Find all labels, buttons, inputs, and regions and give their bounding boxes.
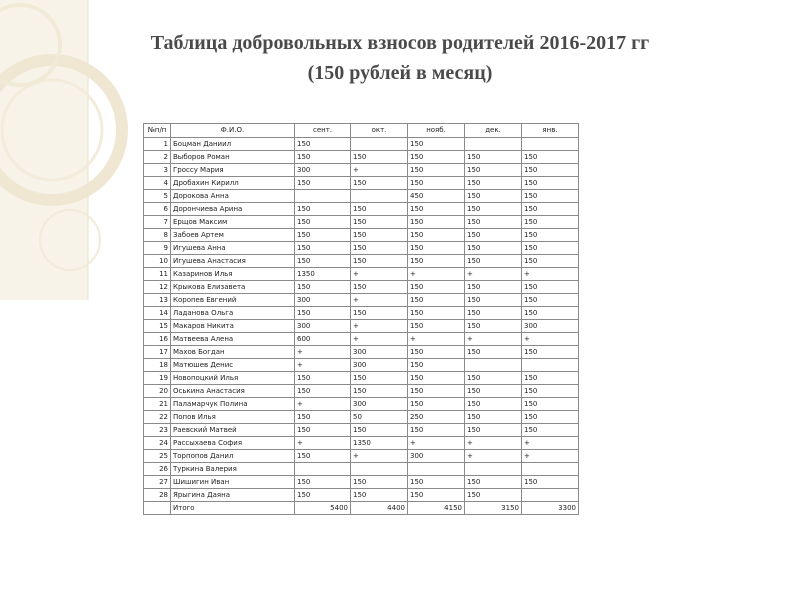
payment-cell: 150: [408, 359, 465, 372]
table-row: [144, 190, 579, 203]
student-name: Новопоцкий Илья: [171, 372, 295, 385]
payment-cell: [295, 463, 351, 476]
payment-cell: +: [351, 450, 408, 463]
table-row: [144, 268, 579, 281]
payment-cell: 150: [408, 242, 465, 255]
payment-cell: 150: [522, 203, 579, 216]
payment-cell: 150: [408, 203, 465, 216]
row-number: 14: [144, 307, 171, 320]
payment-cell: 1350: [351, 437, 408, 450]
payment-cell: 150: [522, 385, 579, 398]
student-name: Дорокова Анна: [171, 190, 295, 203]
payment-cell: 150: [408, 424, 465, 437]
payment-cell: 150: [522, 346, 579, 359]
table-row: [144, 346, 579, 359]
payment-cell: +: [408, 333, 465, 346]
payment-cell: +: [351, 294, 408, 307]
student-name: Паламарчук Полина: [171, 398, 295, 411]
row-number: 6: [144, 203, 171, 216]
table-row: [144, 242, 579, 255]
row-number: 11: [144, 268, 171, 281]
row-number: 17: [144, 346, 171, 359]
payment-cell: 150: [351, 476, 408, 489]
row-number: 1: [144, 138, 171, 151]
payment-cell: 300: [295, 294, 351, 307]
payment-cell: 150: [408, 281, 465, 294]
payment-cell: 150: [408, 346, 465, 359]
table-row: [144, 385, 579, 398]
payment-cell: +: [408, 268, 465, 281]
row-number: 27: [144, 476, 171, 489]
total-value: 4150: [408, 502, 465, 515]
payment-cell: +: [465, 268, 522, 281]
student-name: Ерщов Максим: [171, 216, 295, 229]
column-header: №п/п: [144, 124, 171, 138]
student-name: Боцман Даниил: [171, 138, 295, 151]
student-name: Казаринов Илья: [171, 268, 295, 281]
payment-cell: 150: [295, 216, 351, 229]
payment-cell: 150: [351, 229, 408, 242]
payment-cell: 300: [351, 398, 408, 411]
payment-cell: 150: [465, 177, 522, 190]
payment-cell: 150: [465, 164, 522, 177]
payment-cell: 150: [295, 138, 351, 151]
table-row: [144, 372, 579, 385]
table-row: [144, 255, 579, 268]
student-name: Крыкова Елизавета: [171, 281, 295, 294]
student-name: Туркина Валерия: [171, 463, 295, 476]
payment-cell: 150: [465, 385, 522, 398]
payment-cell: 150: [408, 398, 465, 411]
payment-cell: +: [522, 437, 579, 450]
row-number: 13: [144, 294, 171, 307]
payment-cell: 150: [522, 411, 579, 424]
student-name: Выборов Роман: [171, 151, 295, 164]
table-row: [144, 138, 579, 151]
table-row: [144, 320, 579, 333]
student-name: Попов Илья: [171, 411, 295, 424]
payment-cell: 150: [351, 281, 408, 294]
student-name: Рассыхаева София: [171, 437, 295, 450]
payment-cell: 150: [522, 242, 579, 255]
column-header: дек.: [465, 124, 522, 138]
payment-cell: 150: [465, 489, 522, 502]
payment-cell: 150: [295, 424, 351, 437]
payment-cell: 150: [295, 372, 351, 385]
payment-cell: 150: [295, 450, 351, 463]
student-name: Гроссу Мария: [171, 164, 295, 177]
table-row: [144, 281, 579, 294]
payment-cell: +: [295, 359, 351, 372]
payment-cell: 150: [465, 372, 522, 385]
payment-cell: 150: [351, 255, 408, 268]
payment-cell: [295, 190, 351, 203]
row-number: 2: [144, 151, 171, 164]
student-name: Дорончиева Арина: [171, 203, 295, 216]
column-header: сент.: [295, 124, 351, 138]
total-value: 3300: [522, 502, 579, 515]
table-row: [144, 164, 579, 177]
payment-cell: 150: [295, 203, 351, 216]
payment-cell: 150: [351, 216, 408, 229]
table-row: [144, 424, 579, 437]
payment-cell: +: [295, 437, 351, 450]
row-number: 3: [144, 164, 171, 177]
page-title: [100, 28, 700, 88]
payment-cell: [465, 359, 522, 372]
row-number: 21: [144, 398, 171, 411]
payment-cell: 150: [465, 294, 522, 307]
payment-cell: +: [351, 268, 408, 281]
payment-cell: +: [295, 346, 351, 359]
payment-cell: 150: [522, 216, 579, 229]
table-row: [144, 229, 579, 242]
contributions-table: [143, 123, 579, 515]
payment-cell: 150: [465, 307, 522, 320]
payment-cell: 150: [408, 294, 465, 307]
payment-cell: +: [408, 437, 465, 450]
table-row: [144, 489, 579, 502]
payment-cell: 150: [295, 385, 351, 398]
payment-cell: 150: [465, 151, 522, 164]
table-row: [144, 463, 579, 476]
payment-cell: +: [351, 320, 408, 333]
payment-cell: 150: [465, 476, 522, 489]
payment-cell: 150: [465, 398, 522, 411]
payment-cell: +: [351, 164, 408, 177]
total-value: 3150: [465, 502, 522, 515]
payment-cell: 450: [408, 190, 465, 203]
payment-cell: [351, 190, 408, 203]
student-name: Игушева Анастасия: [171, 255, 295, 268]
payment-cell: 150: [522, 307, 579, 320]
payment-cell: 150: [465, 281, 522, 294]
student-name: Коропев Евгений: [171, 294, 295, 307]
student-name: Макаров Никита: [171, 320, 295, 333]
payment-cell: 150: [408, 177, 465, 190]
payment-cell: 150: [522, 177, 579, 190]
row-number: 15: [144, 320, 171, 333]
payment-cell: +: [522, 450, 579, 463]
payment-cell: 300: [295, 164, 351, 177]
payment-cell: 150: [465, 203, 522, 216]
payment-cell: 600: [295, 333, 351, 346]
payment-cell: 150: [408, 255, 465, 268]
row-number: 20: [144, 385, 171, 398]
title-line-2: (150 рублей в месяц): [307, 62, 493, 84]
payment-cell: 300: [295, 320, 351, 333]
payment-cell: 150: [522, 294, 579, 307]
payment-cell: 150: [295, 151, 351, 164]
row-number: 24: [144, 437, 171, 450]
student-name: Шишигин Иван: [171, 476, 295, 489]
payment-cell: 150: [351, 424, 408, 437]
table-row: [144, 151, 579, 164]
payment-cell: 150: [522, 281, 579, 294]
payment-cell: 150: [351, 151, 408, 164]
payment-cell: 150: [408, 489, 465, 502]
row-number: 18: [144, 359, 171, 372]
payment-cell: [465, 463, 522, 476]
payment-cell: 150: [408, 385, 465, 398]
payment-cell: 150: [351, 489, 408, 502]
payment-cell: +: [295, 398, 351, 411]
payment-cell: [408, 463, 465, 476]
row-number: 9: [144, 242, 171, 255]
table-row: [144, 411, 579, 424]
row-number: 5: [144, 190, 171, 203]
table-cell: [144, 502, 171, 515]
payment-cell: +: [465, 450, 522, 463]
payment-cell: 150: [522, 476, 579, 489]
payment-cell: 150: [522, 151, 579, 164]
total-value: 5400: [295, 502, 351, 515]
payment-cell: 150: [351, 242, 408, 255]
column-header: янв.: [522, 124, 579, 138]
payment-cell: 150: [465, 411, 522, 424]
table-row: [144, 398, 579, 411]
table-header-row: [144, 124, 579, 138]
payment-cell: 300: [351, 359, 408, 372]
payment-cell: 150: [295, 255, 351, 268]
payment-cell: 1350: [295, 268, 351, 281]
payment-cell: 150: [351, 203, 408, 216]
payment-cell: 150: [295, 242, 351, 255]
row-number: 10: [144, 255, 171, 268]
payment-cell: [465, 138, 522, 151]
payment-cell: 150: [465, 320, 522, 333]
payment-cell: 50: [351, 411, 408, 424]
row-number: 16: [144, 333, 171, 346]
payment-cell: 150: [465, 242, 522, 255]
title-line-1: Таблица добровольных взносов родителей 2016-2017 гг: [150, 32, 650, 54]
payment-cell: 150: [408, 216, 465, 229]
payment-cell: 150: [465, 216, 522, 229]
payment-cell: 150: [351, 372, 408, 385]
payment-cell: 150: [351, 307, 408, 320]
student-name: Махов Богдан: [171, 346, 295, 359]
payment-cell: 150: [465, 346, 522, 359]
payment-cell: 150: [522, 424, 579, 437]
row-number: 7: [144, 216, 171, 229]
payment-cell: 150: [408, 320, 465, 333]
payment-cell: 150: [295, 307, 351, 320]
payment-cell: 150: [408, 151, 465, 164]
payment-cell: 150: [522, 229, 579, 242]
payment-cell: 150: [295, 489, 351, 502]
row-number: 4: [144, 177, 171, 190]
table-row: [144, 177, 579, 190]
payment-cell: 150: [295, 177, 351, 190]
table-row: [144, 216, 579, 229]
payment-cell: 150: [465, 424, 522, 437]
row-number: 22: [144, 411, 171, 424]
payment-cell: +: [351, 333, 408, 346]
payment-cell: 250: [408, 411, 465, 424]
payment-cell: 150: [351, 385, 408, 398]
table-row: [144, 203, 579, 216]
payment-cell: [522, 359, 579, 372]
row-number: 19: [144, 372, 171, 385]
table-row: [144, 450, 579, 463]
student-name: Забоев Артем: [171, 229, 295, 242]
student-name: Матюшев Денис: [171, 359, 295, 372]
payment-cell: [351, 463, 408, 476]
payment-cell: 150: [351, 177, 408, 190]
payment-cell: 150: [295, 281, 351, 294]
payment-cell: 150: [522, 190, 579, 203]
student-name: Ярыгина Даяна: [171, 489, 295, 502]
total-value: 4400: [351, 502, 408, 515]
payment-cell: 150: [465, 229, 522, 242]
payment-cell: 300: [408, 450, 465, 463]
student-name: Оськина Анастасия: [171, 385, 295, 398]
payment-cell: +: [522, 268, 579, 281]
row-number: 23: [144, 424, 171, 437]
row-number: 28: [144, 489, 171, 502]
student-name: Ладанова Ольга: [171, 307, 295, 320]
payment-cell: 150: [408, 307, 465, 320]
payment-cell: [522, 489, 579, 502]
payment-cell: 150: [522, 398, 579, 411]
student-name: Дробахин Кирилл: [171, 177, 295, 190]
total-row: [144, 502, 579, 515]
total-label: Итого: [171, 502, 295, 515]
student-name: Матвеева Алена: [171, 333, 295, 346]
payment-cell: 150: [408, 372, 465, 385]
table-row: [144, 333, 579, 346]
row-number: 8: [144, 229, 171, 242]
payment-cell: [522, 463, 579, 476]
student-name: Торпопов Данил: [171, 450, 295, 463]
column-header: нояб.: [408, 124, 465, 138]
table-row: [144, 437, 579, 450]
payment-cell: 150: [295, 229, 351, 242]
payment-cell: 150: [465, 190, 522, 203]
student-name: Игушева Анна: [171, 242, 295, 255]
payment-cell: 150: [465, 255, 522, 268]
payment-cell: [522, 138, 579, 151]
payment-cell: 150: [295, 411, 351, 424]
table-row: [144, 359, 579, 372]
column-header: окт.: [351, 124, 408, 138]
payment-cell: +: [465, 437, 522, 450]
payment-cell: +: [522, 333, 579, 346]
payment-cell: 150: [295, 476, 351, 489]
payment-cell: 150: [522, 372, 579, 385]
student-name: Раевский Матвей: [171, 424, 295, 437]
table-row: [144, 294, 579, 307]
payment-cell: +: [465, 333, 522, 346]
payment-cell: 300: [522, 320, 579, 333]
payment-cell: 150: [522, 255, 579, 268]
payment-cell: 150: [408, 164, 465, 177]
row-number: 25: [144, 450, 171, 463]
row-number: 26: [144, 463, 171, 476]
table-row: [144, 307, 579, 320]
column-header: Ф.И.О.: [171, 124, 295, 138]
payment-cell: [351, 138, 408, 151]
payment-cell: 150: [408, 138, 465, 151]
payment-cell: 150: [408, 476, 465, 489]
payment-cell: 150: [408, 229, 465, 242]
payment-cell: 150: [522, 164, 579, 177]
table-row: [144, 476, 579, 489]
row-number: 12: [144, 281, 171, 294]
payment-cell: 300: [351, 346, 408, 359]
